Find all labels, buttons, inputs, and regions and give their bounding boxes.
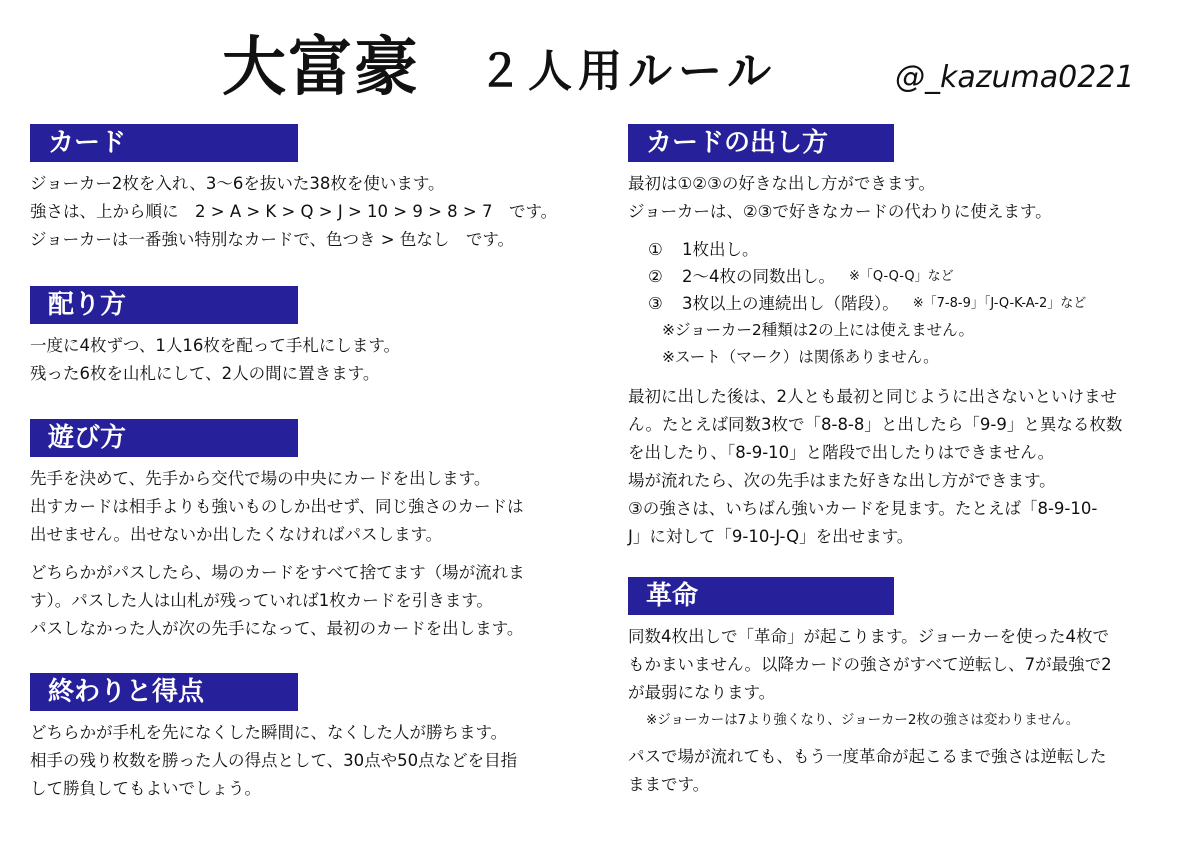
- text-line: 出すカードは相手よりも強いものしか出せず、同じ強さのカードは: [30, 497, 524, 516]
- text-line: 同数4枚出しで「革命」が起こります。ジョーカーを使った4枚で: [628, 627, 1110, 646]
- section-end: [30, 673, 600, 803]
- page-title: 大富豪: [222, 31, 420, 105]
- text-line: ③の強さは、いちばん強いカードを見ます。たとえば「8-9-10-: [628, 499, 1098, 518]
- section-play: [30, 419, 600, 643]
- section-how-intro: [628, 170, 1173, 226]
- section-how-header: カードの出し方: [628, 124, 894, 162]
- text-line: す）。パスした人は山札が残っていれば1枚カードを引きます。: [30, 591, 493, 610]
- text-line: J」に対して「9-10-J-Q」を出せます。: [628, 527, 914, 546]
- section-play-header: 遊び方: [30, 419, 298, 457]
- list-subnote: ※スート（マーク）は関係ありません。: [662, 348, 939, 366]
- text-line: 残った6枚を山札にして、2人の間に置きます。: [30, 364, 380, 383]
- text-line: ままです。: [628, 775, 710, 794]
- section-card-header: カード: [30, 124, 298, 162]
- text-line: 最初に出した後は、2人とも最初と同じように出さないといけませ: [628, 387, 1117, 406]
- list-item: [628, 236, 1173, 263]
- section-how-body: [628, 383, 1173, 551]
- list-number: ①: [648, 240, 663, 259]
- list-item: [628, 290, 1173, 317]
- section-deal-body: [30, 332, 590, 388]
- text-line: ジョーカー2枚を入れ、3〜6を抜いた38枚を使います。: [30, 174, 445, 193]
- list-note: ※「Q-Q-Q」など: [849, 269, 954, 284]
- revolution-note: ※ジョーカーは7より強くなり、ジョーカー2枚の強さは変わりません。: [646, 712, 1080, 728]
- text-line: 場が流れたら、次の先手はまた好きな出し方ができます。: [628, 471, 1056, 490]
- text-line: もかまいません。以降カードの強さがすべて逆転し、7が最強で2: [628, 655, 1112, 674]
- text-line: パスで場が流れても、もう一度革命が起こるまで強さは逆転した: [628, 747, 1107, 766]
- text-line: 一度に4枚ずつ、1人16枚を配って手札にします。: [30, 336, 401, 355]
- page-subtitle: ２人用ルール: [478, 46, 778, 97]
- text-line: 最初は①②③の好きな出し方ができます。: [628, 174, 936, 193]
- section-deal: [30, 286, 590, 388]
- section-deal-header: 配り方: [30, 286, 298, 324]
- text-line: どちらかが手札を先になくした瞬間に、なくした人が勝ちます。: [30, 723, 508, 742]
- text-line: が最弱になります。: [628, 683, 776, 702]
- author-handle: @_kazuma0221: [895, 60, 1135, 95]
- list-text: 1枚出し。: [682, 240, 759, 259]
- list-note: ※「7-8-9」「J-Q-K-A-2」など: [912, 296, 1087, 311]
- list-subnote: ※ジョーカー2種類は2の上には使えません。: [662, 321, 975, 339]
- play-style-list: [628, 236, 1173, 371]
- text-line: ジョーカーは、②③で好きなカードの代わりに使えます。: [628, 202, 1052, 221]
- list-number: ②: [648, 267, 663, 286]
- section-revolution-header: 革命: [628, 577, 894, 615]
- text-line: パスしなかった人が次の先手になって、最初のカードを出します。: [30, 619, 524, 638]
- text-line: を出したり、「8-9-10」と階段で出したりはできません。: [628, 443, 1055, 462]
- text-line: 強さは、上から順に 2 > A > K > Q > J > 10 > 9 > 8 > 7 です。: [30, 202, 558, 221]
- text-line: 出せません。出せないか出したくなければパスします。: [30, 525, 443, 544]
- section-how: [628, 124, 1173, 551]
- text-line: 相手の残り枚数を勝った人の得点として、30点や50点などを目指: [30, 751, 518, 770]
- section-card-body: [30, 170, 590, 254]
- list-text: 3枚以上の連続出し（階段）。: [682, 294, 899, 313]
- list-text: 2〜4枚の同数出し。: [682, 267, 835, 286]
- section-end-body: [30, 719, 600, 803]
- list-number: ③: [648, 294, 663, 313]
- text-line: どちらかがパスしたら、場のカードをすべて捨てます（場が流れま: [30, 563, 525, 582]
- section-play-body: [30, 465, 600, 643]
- text-line: ジョーカーは一番強い特別なカードで、色つき > 色なし です。: [30, 230, 515, 249]
- section-card: [30, 124, 590, 254]
- text-line: 先手を決めて、先手から交代で場の中央にカードを出します。: [30, 469, 491, 488]
- section-end-header: 終わりと得点: [30, 673, 298, 711]
- section-revolution-body: [628, 623, 1173, 799]
- section-revolution: [628, 577, 1173, 799]
- text-line: して勝負してもよいでしょう。: [30, 779, 261, 798]
- text-line: ん。たとえば同数3枚で「8-8-8」と出したら「9-9」と異なる枚数: [628, 415, 1123, 434]
- list-item: [628, 263, 1173, 290]
